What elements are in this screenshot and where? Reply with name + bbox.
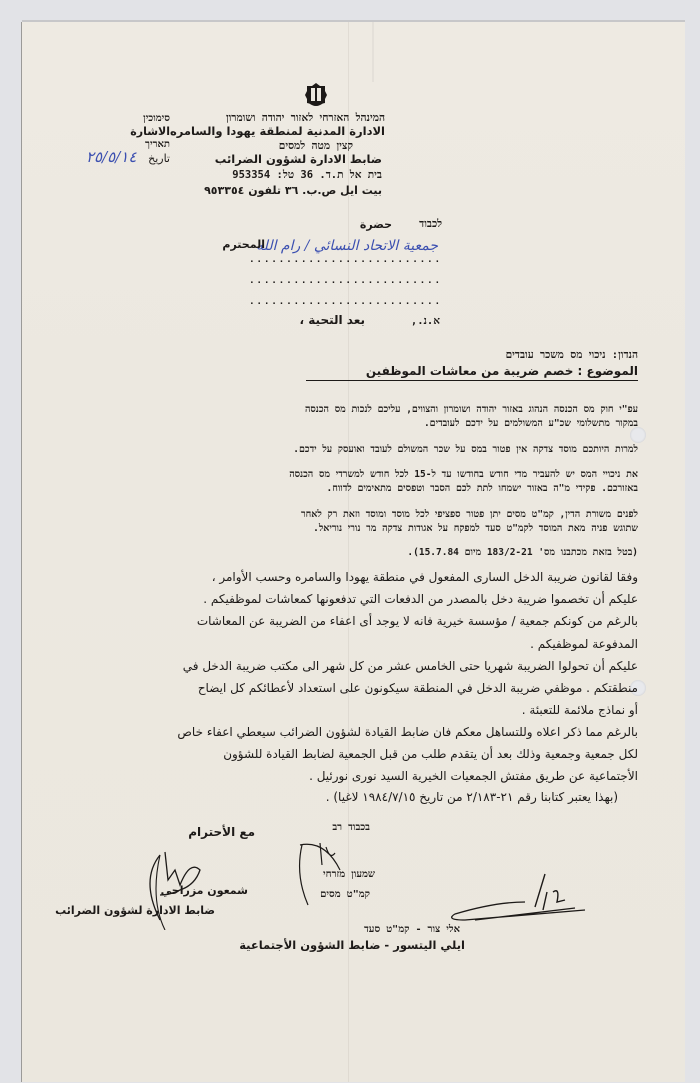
arabic-body-line: منطقتكم . موظفي ضريبة الدخل في المنطقة سيكونون على استعداد لأعطائكم كل ايضاح	[197, 681, 638, 695]
reference-label-arabic: الاشارة	[130, 125, 170, 138]
addressee-label-arabic: حضرة	[359, 218, 392, 231]
handwritten-addressee-name: جمعية الاتحاد النسائي / رام الله	[256, 238, 438, 254]
signatory-right-arabic: ايلي اليتسور - ضابط الشؤون الأجتماعية	[239, 938, 465, 952]
hebrew-body-line: את ניכויי המס יש להעביר מדי חודש בחודשו עד ל-15 לכל חודש למשרדי מס הכנסה	[289, 469, 638, 480]
closing-arabic: مع الأحترام	[188, 825, 255, 839]
addressee-honorific: المحترم	[222, 238, 265, 251]
arabic-body-line: وفقا لقانون ضريبة الدخل السارى المفعول في منطقة يهودا والسامره وحسب الأوامر ،	[211, 570, 638, 584]
arabic-body-line: المدفوعة لموظفيكم .	[530, 637, 638, 651]
signature-center-icon	[290, 835, 350, 915]
subject-arabic: الموضوع : خصم ضريبة من معاشات الموظفين	[306, 364, 638, 381]
signatory-title-hebrew: קמ"ט מסים	[320, 889, 370, 900]
punch-hole	[630, 427, 646, 443]
letterhead-arabic-office: ضابط الادارة لشؤون الضرائب	[214, 152, 382, 166]
arabic-body-line: الأجتماعية عن طريق مفتش الجمعيات الخيرية السيد نورى نورئيل .	[309, 769, 638, 783]
arabic-body-line: بالرغم مما ذكر اعلاه وللتساهل معكم فان ضابط القيادة لشؤون الضرائب سيعطي اعفاء خاص	[177, 725, 638, 739]
hebrew-body-line: לפנים משורת הדין, קמ"ט מסים יתן פטור ספציפי לכל מוסד ומוסד וזאת רק לאחר	[300, 509, 638, 520]
arabic-body-line: عليكم أن تحولوا الضريبة شهريا حتى الخامس عشر من كل شهر الى مكتب ضريبة الدخل في	[182, 659, 638, 673]
paper-fold	[348, 22, 349, 1082]
arabic-body-line: أو نماذج ملائمة للتعبئة .	[521, 703, 638, 717]
paper-crease	[372, 22, 374, 82]
arabic-body-line: لكل جمعية وجمعية وذلك بعد أن يتقدم طلب من قبل الجمعية لضابط القيادة للشؤون	[223, 747, 638, 761]
signatory-right-hebrew: אלי צור - קמ"ט סעד	[363, 924, 460, 935]
address-dotted-line: ..........................	[249, 297, 442, 307]
address-dotted-line: ..........................	[249, 255, 442, 265]
signature-right-icon	[435, 872, 595, 927]
signatory-title-arabic: ضابط الادارة لشؤون الضرائب	[55, 904, 215, 917]
date-label-hebrew: תאריך	[145, 139, 170, 150]
subject-hebrew: הנדון: ניכוי מס משכר עובדים	[505, 349, 638, 361]
letterhead-hebrew-office: קצין מטה למסים	[278, 140, 353, 152]
letterhead-arabic-address: بيت ايل ص.ب. ٣٦ تلفون ٩٥٣٣٥٤	[204, 184, 382, 197]
arabic-body-line: عليكم أن تخصموا ضريبة دخل بالمصدر من الدفعات التي تدفعونها كمعاشات لموظفيكم .	[203, 592, 638, 606]
greeting-hebrew: א.נ.,	[410, 315, 440, 327]
letterhead-arabic-title: الادارة المدنية لمنطقة يهودا والسامره	[169, 124, 385, 138]
signature-left-icon	[130, 840, 230, 930]
greeting-arabic: بعد التحية ،	[299, 313, 365, 327]
arabic-body-line: (بهذا يعتبر كتابنا رقم ٢١-٢/١٨٣ من تاريخ ١٩٨٤/٧/١٥ لاغيا) .	[325, 790, 618, 804]
hebrew-body-line: למרות היותכם מוסד צדקה אין פטור במס על שכר המשולם לעובד ואועסק על ידכם.	[293, 444, 638, 455]
addressee-label-hebrew: לכבוד	[419, 218, 442, 230]
hebrew-body-line: שתוגש פניה מאת המוסד לקמ"ט סעד למפקח על אגודות צדקה מר נורי נוריאל.	[313, 523, 638, 534]
date-label-arabic: تاريخ	[148, 152, 170, 165]
letterhead-hebrew-address: בית אל ת.ד. 36 טל: 953354	[232, 169, 382, 181]
idf-emblem-icon	[305, 82, 327, 108]
address-dotted-line: ..........................	[249, 276, 442, 286]
arabic-body-line: بالرغم من كونكم جمعية / مؤسسة خيرية فانه لا يوجد أى اعفاء من الضريبة عن المعاشات	[196, 614, 638, 628]
handwritten-date: ٢٥/٥/١٤	[86, 148, 137, 166]
signatory-name-arabic: شمعون مزراحي	[160, 884, 248, 897]
reference-label-hebrew: סימוכין	[143, 113, 170, 124]
hebrew-body-line: באזורכם. פקידי מ"ה באזור ישמחו לתת לכם הסבר וטפסים מתאימים לדווח.	[326, 483, 638, 494]
hebrew-body-line: עפ"י חוק מס הכנסה הנהוג באזור יהודה ושומרון והצווים, עליכם לנכות מס הכנסה	[304, 404, 638, 415]
hebrew-body-line: (בטל בזאת מכתבנו מס' 183/2-21 מיום 15.7.84).	[407, 547, 638, 558]
signatory-name-hebrew: שמעון מזרחי	[323, 869, 375, 880]
letterhead-hebrew-title: המינהל האזרחי לאזור יהודה ושומרון	[225, 112, 385, 124]
hebrew-body-line: במקור מתשלומי שכ"ע המשולמים על ידכם לעובדים.	[423, 418, 638, 429]
closing-hebrew: בכבוד רב	[332, 822, 370, 833]
